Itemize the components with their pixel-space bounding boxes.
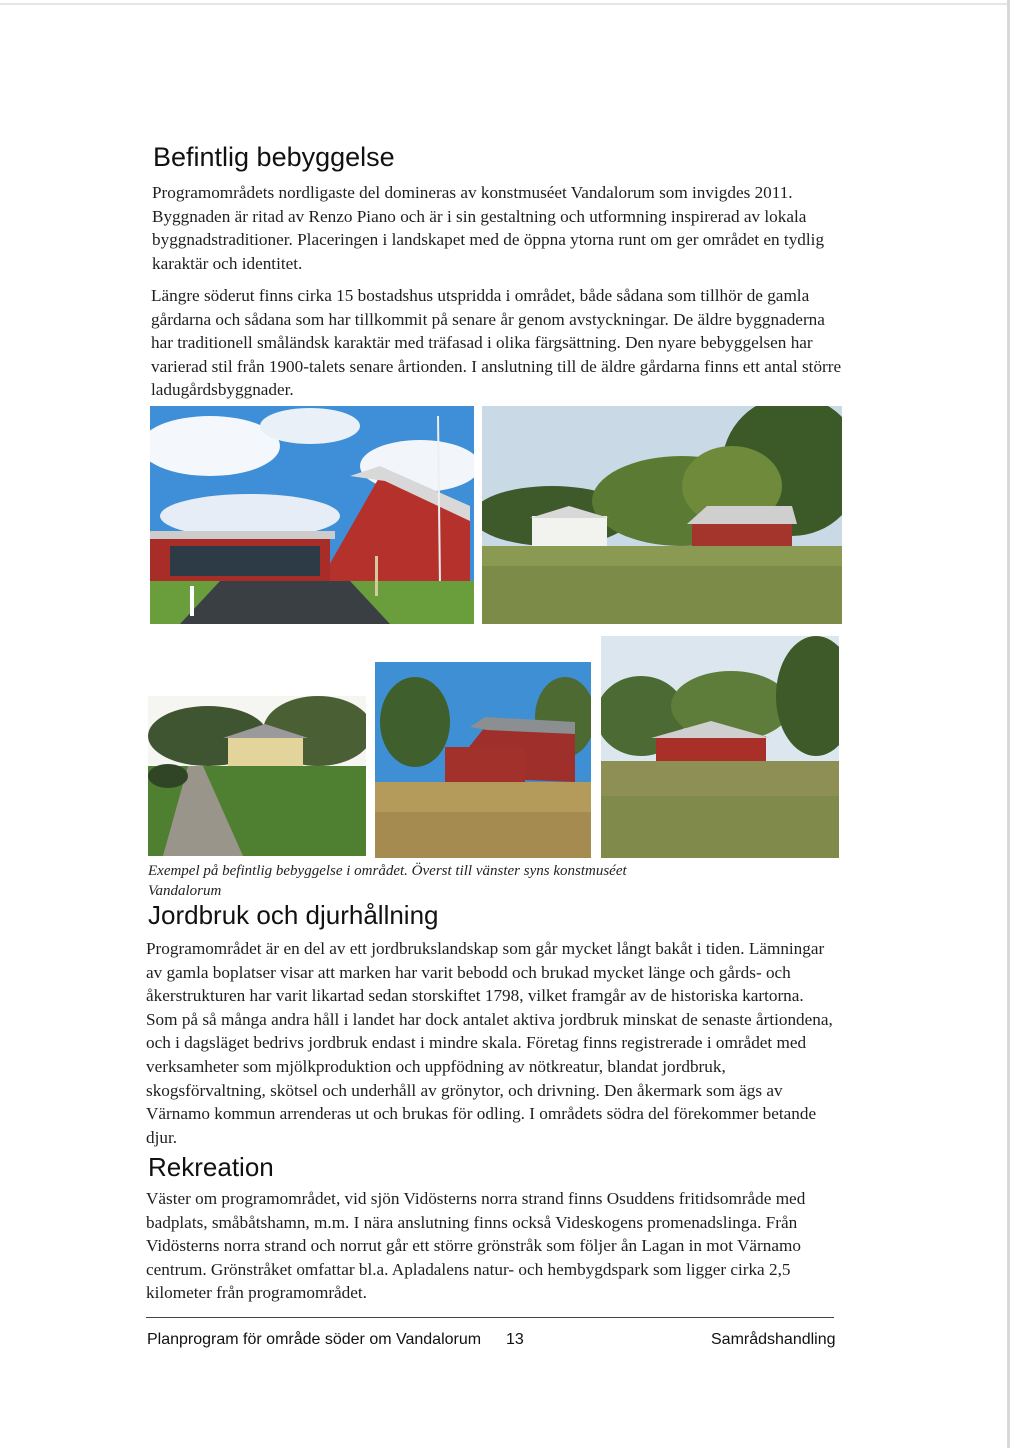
photo-red-barn (375, 662, 591, 858)
photo-caption: Exempel på befintlig bebyggelse i området. Överst till vänster syns konstmuséet Vandalorum (148, 863, 627, 899)
paragraph-existing-buildings-1: Programområdets nordligaste del domineras av konstmuséet Vandalorum som invigdes 2011. Byggnaden är ritad av Renzo Piano och är i sin gestaltning och utformning inspirerad av lokala byggnadstraditioner. Placeringen i landskapet med de öppna ytorna runt om ger området en tydlig karaktär och identitet. (152, 183, 825, 273)
paragraph-existing-buildings-2: Längre söderut finns cirka 15 bostadshus utspridda i området, både sådana som tillhör de gamla gårdarna och sådana som har tillkommit på senare år genom avstyckningar. De äldre byggnaderna har traditionell småländsk karaktär med träfasad i olika färgsättning. Den nyare bebyggelsen har varierad stil från 1900-talets senare årtionden. I anslutning till de äldre gårdarna finns ett antal större ladugårdsbyggnader. (151, 286, 842, 400)
photo-farm-white-house (482, 406, 842, 624)
footer-title: Planprogram för område söder om Vandalorum (147, 1331, 482, 1348)
photo-red-cottage-meadow (601, 636, 839, 858)
paragraph-recreation: Väster om programområdet, vid sjön Vidösterns norra strand finns Osuddens fritidsområde med badplats, småbåtshamn, m.m. I nära anslutning finns också Videskogens promenadslinga. Från Vidösterns norra strand och norrut går ett större grönstråk som följer ån Lagan in mot Värnamo centrum. Grönstråket omfattar bl.a. Apladalens natur- och hembygdspark som ligger cirka 2,5 kilometer från programområdet. (146, 1189, 806, 1303)
heading-existing-buildings: Befintlig bebyggelse (153, 142, 395, 172)
scan-top-edge (0, 3, 1010, 5)
paragraph-agriculture: Programområdet är en del av ett jordbrukslandskap som går mycket långt bakåt i tiden. Lämningar av gamla boplatser visar att marken har varit bebodd och brukad mycket länge och gårds- och åkerstrukturen har varit likartad sedan storskiftet 1798, vilket framgår av de historiska kartorna. Som på så många andra håll i landet har dock antalet aktiva jordbruk minskat de senaste årtiondena, och i dagsläget bedrivs jordbruk endast i mindre skala. Företag finns registrerade i området med verksamheter som mjölkproduktion och uppfödning av nötkreatur, blandat jordbruk, skogsförvaltning, skötsel och underhåll av grönytor, och drivning. Den åkermark som ägs av Värnamo kommun arrenderas ut och brukas för odling. I områdets södra del förekommer betande djur. (146, 939, 833, 1147)
footer-page-number: 13 (506, 1331, 524, 1348)
footer-rule (146, 1317, 834, 1318)
heading-recreation: Rekreation (148, 1152, 274, 1182)
photo-vandalorum-museum (150, 406, 474, 624)
footer-status: Samrådshandling (711, 1331, 836, 1348)
photo-yellow-house-road (148, 696, 366, 856)
heading-agriculture: Jordbruk och djurhållning (148, 900, 439, 930)
scan-right-edge (1007, 0, 1010, 1448)
